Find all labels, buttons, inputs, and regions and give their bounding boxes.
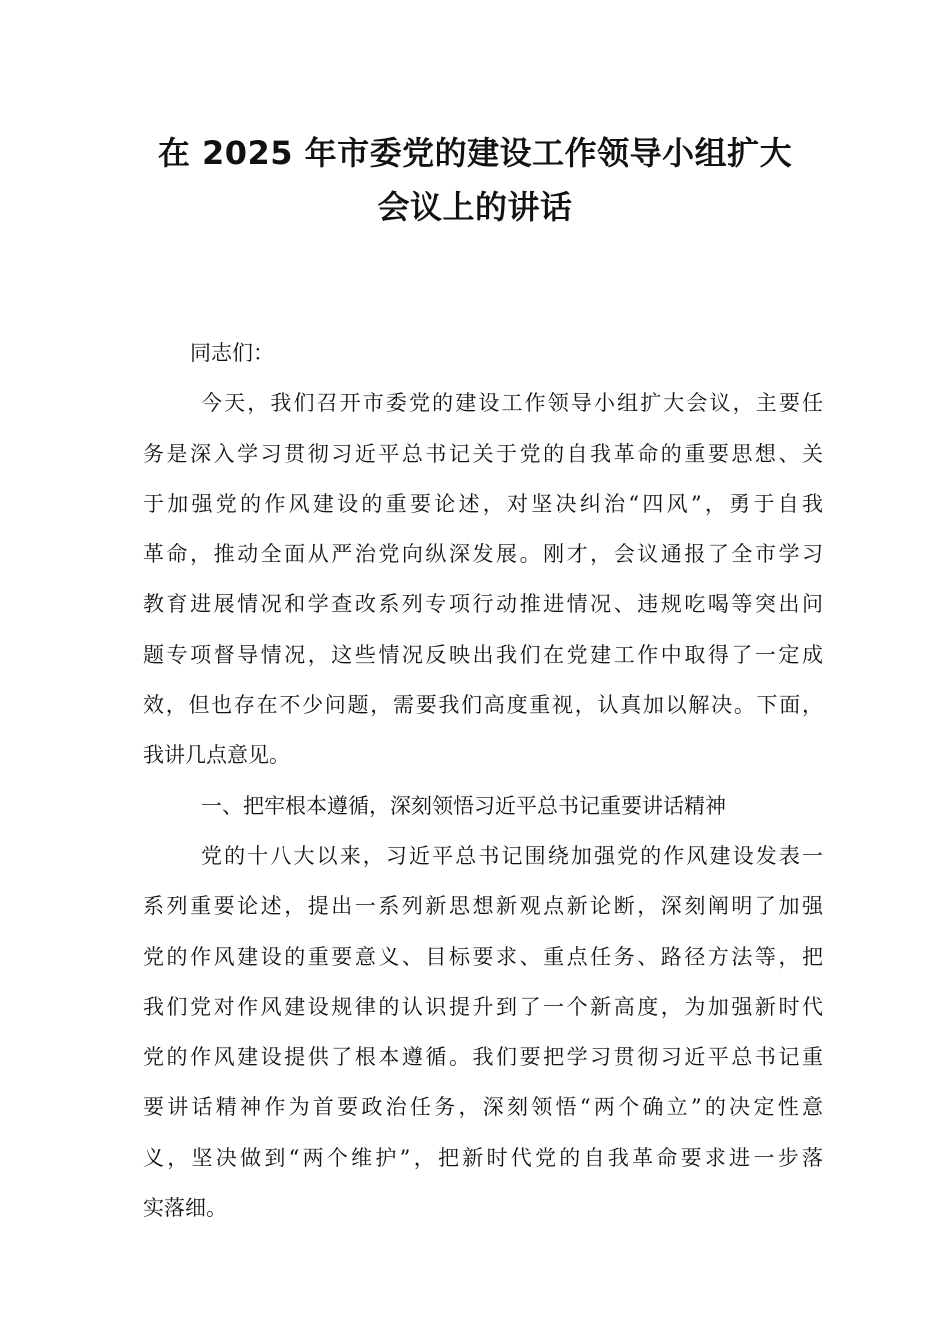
section-heading-1: 一、把牢根本遵循，深刻领悟习近平总书记重要讲话精神: [201, 793, 726, 818]
paragraph-line: 我们党对作风建设规律的认识提升到了一个新高度，为加强新时代: [143, 994, 823, 1019]
salutation: 同志们：: [190, 341, 274, 365]
document-body: [143, 328, 823, 1233]
paragraph-line: 实落细。: [143, 1196, 227, 1221]
paragraph-line: 党的作风建设提供了根本遵循。我们要把学习贯彻习近平总书记重: [143, 1045, 823, 1070]
paragraph-line: 效，但也存在不少问题，需要我们高度重视，认真加以解决。下面，: [143, 693, 823, 718]
paragraph-line: 党的作风建设的重要意义、目标要求、重点任务、路径方法等，把: [143, 944, 823, 969]
paragraph-line: 题专项督导情况，这些情况反映出我们在党建工作中取得了一定成: [143, 642, 823, 667]
paragraph-line: 我讲几点意见。: [143, 743, 290, 768]
paragraph-line: 于加强党的作风建设的重要论述，对坚决纠治“四风”，勇于自我: [143, 491, 823, 516]
document-title: [120, 126, 830, 234]
paragraph-section-1: [143, 831, 823, 1233]
paragraph-line: 党的十八大以来，习近平总书记围绕加强党的作风建设发表一: [201, 843, 823, 868]
paragraph-line: 革命，推动全面从严治党向纵深发展。刚才，会议通报了全市学习: [143, 542, 823, 567]
paragraph-line: 教育进展情况和学查改系列专项行动推进情况、违规吃喝等突出问: [143, 592, 823, 617]
paragraph-line: 系列重要论述，提出一系列新思想新观点新论断，深刻阐明了加强: [143, 894, 823, 919]
paragraph-intro: [143, 378, 823, 780]
paragraph-line: 义，坚决做到“两个维护”，把新时代党的自我革命要求进一步落: [143, 1145, 823, 1170]
title-line-2: 会议上的讲话: [377, 188, 573, 226]
paragraph-line: 要讲话精神作为首要政治任务，深刻领悟“两个确立”的决定性意: [143, 1095, 823, 1120]
paragraph-line: 今天，我们召开市委党的建设工作领导小组扩大会议，主要任: [201, 391, 823, 416]
title-line-1: 在 2025 年市委党的建设工作领导小组扩大: [157, 134, 793, 172]
paragraph-line: 务是深入学习贯彻习近平总书记关于党的自我革命的重要思想、关: [143, 441, 823, 466]
